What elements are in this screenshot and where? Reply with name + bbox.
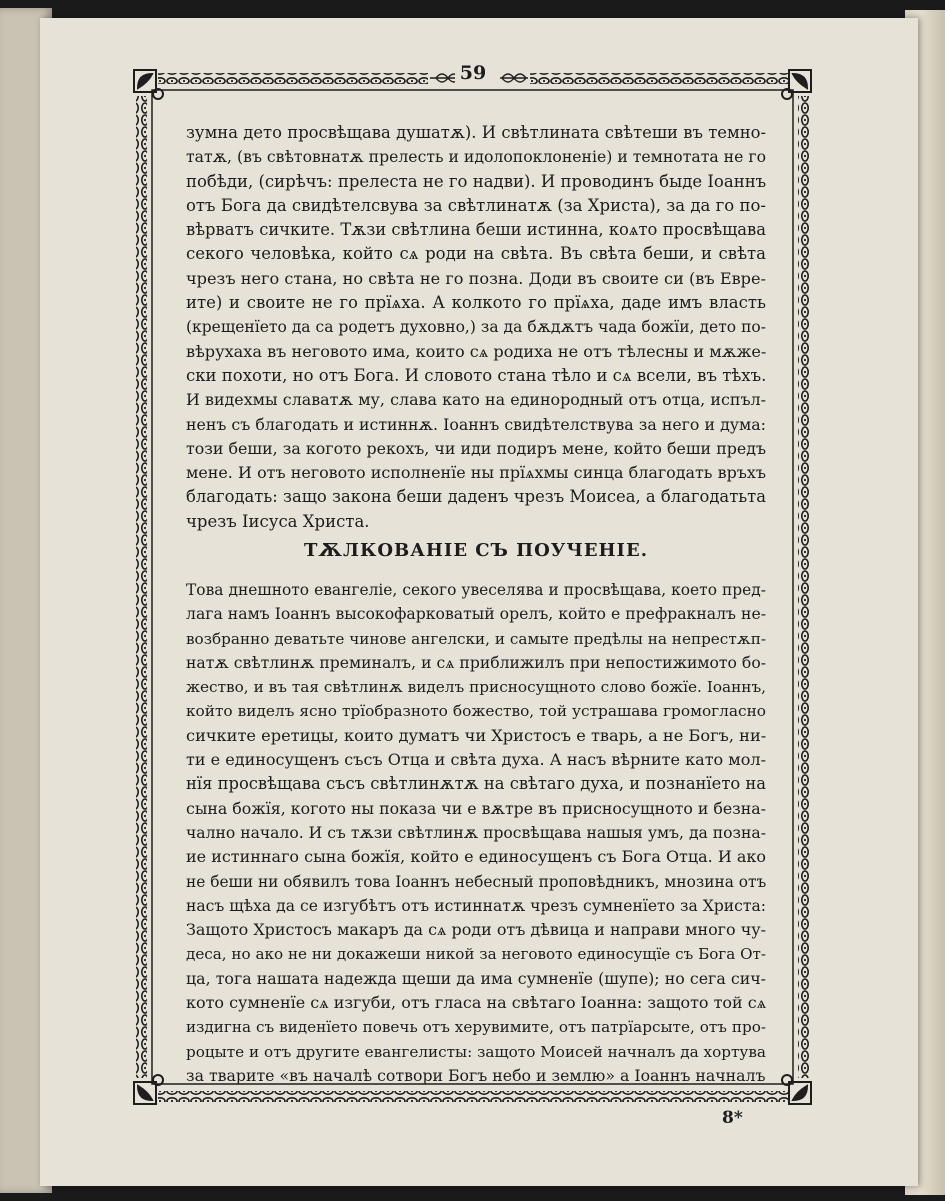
text-line: зумна дето просвѣщава душатѫ). И свѣтлината свѣтеши въ темно-	[186, 123, 766, 142]
text-line: вѣрухаха въ неговото има, които сѧ родиха не отъ тѣлесны и мѫже-	[186, 341, 767, 361]
text-line: побѣди, (сирѣчъ: прелеста не го надви). И проводинъ быде Іоаннъ	[186, 171, 767, 191]
text-line: лага намъ Іоаннъ высокофарковатый орелъ, който е префракналъ не-	[186, 604, 766, 624]
text-line: деса, но ако не ни докажеши никой за неговото единосущїе съ Бога От-	[186, 945, 766, 964]
text-line: секого человѣка, който сѧ роди на свѣта. Въ свѣта беши, и свѣта	[186, 244, 766, 264]
signature-mark: 8*	[722, 1108, 743, 1128]
text-line: ти е единосущенъ съсъ Отца и свѣта духа. А насъ вѣрните като мол-	[186, 750, 766, 770]
text-line: нїя просвѣщава съсъ свѣтлинѫтѫ на свѣтаго духа, и познанїето на	[186, 774, 766, 794]
text-line: ите) и своите не го прїѧха. А колкото го прїѧха, даде имъ власть	[186, 293, 766, 313]
text-line: отъ Бога да свидѣтелсвува за свѣтлинатѫ (за Христа), за да го по-	[186, 195, 766, 215]
text-line: ца, тога нашата надежда щеши да има сумненїе (шупе); но сега сич-	[186, 968, 766, 988]
text-line: натѫ свѣтлинѫ преминалъ, и сѧ приближилъ при непостижимото бо-	[186, 653, 766, 672]
text-line: сына божїя, когото ны показа чи е вѫтре въ присносущното и безна-	[186, 798, 766, 818]
text-line: издигна съ виденїето повечь отъ херувимите, отъ патрїарсыте, отъ про-	[186, 1018, 766, 1037]
text-line: сичките еретицы, които думатъ чи Христосъ е тварь, а не Богъ, ни-	[186, 725, 767, 745]
text-line: кото сумненїе сѧ изгуби, отъ гласа на свѣтаго Іоанна: защото той сѧ	[186, 993, 767, 1013]
page-number: 59	[455, 62, 491, 84]
text-line: благодать: защо закона беши даденъ чрезъ Моисеа, а благодатьта	[186, 487, 766, 507]
text-line: жество, и въ тая свѣтлинѫ виделъ присносущното слово божїе. Іоаннъ,	[186, 678, 766, 697]
text-line: чрезъ Іисуса Христа.	[186, 511, 370, 531]
section-heading: ТѪЛКОВАНІЕ СЪ ПОУЧЕНІЕ.	[304, 540, 648, 561]
text-line: (крещенїето да са родетъ духовно,) за да бѫдѫтъ чада божїи, дето по-	[186, 318, 766, 337]
text-line: този беши, за когото рекохъ, чи иди подиръ мене, който беши предъ	[186, 438, 766, 458]
text-line: чално начало. И съ тѫзи свѣтлинѫ просвѣщава нашыя умъ, да позна-	[186, 823, 766, 842]
paragraph-2	[186, 578, 766, 1088]
text-line: Защото Христосъ макаръ да сѧ роди отъ дѣвица и направи много чу-	[186, 920, 766, 940]
text-line: возбранно деватьте чинове ангелски, и самыте предѣлы на непрестѫп-	[186, 629, 766, 648]
text-line: И видехмы славатѫ му, слава като на единородный отъ отца, испъл-	[186, 390, 766, 410]
text-line: ски похоти, но отъ Бога. И словото стана тѣло и сѧ всели, въ тѣхъ.	[186, 365, 767, 385]
paragraph-1	[186, 121, 766, 534]
text-line: мене. И отъ неговото исполненїе ны прїѧхмы синца благодать връхъ	[186, 463, 766, 483]
text-line: насъ щѣха да се изгубѣтъ отъ истиннатѫ чрезъ сумненїето за Христа:	[186, 896, 766, 915]
text-line: роцыте и отъ другите евангелисты: защото Моисей начналъ да хортува	[186, 1042, 766, 1061]
text-line: ие истиннаго сына божїя, който е единосущенъ съ Бога Отца. И ако	[186, 847, 766, 867]
text-line: ненъ съ благодать и истиннѫ. Іоаннъ свидѣтелствува за него и дума:	[186, 414, 766, 434]
text-line: татѫ, (въ свѣтовнатѫ прелесть и идолопоклоненіе) и темнотата не го	[186, 147, 766, 167]
text-line: чрезъ него стана, но свѣта не го позна. Доди въ своите си (въ Евре-	[186, 268, 766, 288]
text-line: вѣрватъ сичките. Тѫзи свѣтлина беши истинна, коѧто просвѣщава	[186, 220, 766, 240]
text-line: Това днешното евангеліе, секого увеселява и просвѣщава, което пред-	[186, 581, 766, 599]
text-line: който виделъ ясно трїобразното божество, той устрашава громогласно	[186, 702, 766, 721]
text-line: не беши ни обявилъ това Іоаннъ небесный проповѣдникъ, мнозина отъ	[186, 872, 767, 891]
text-line: за тварите «въ началѣ сотвори Богъ небо и землю» а Іоаннъ начналъ	[186, 1065, 766, 1085]
